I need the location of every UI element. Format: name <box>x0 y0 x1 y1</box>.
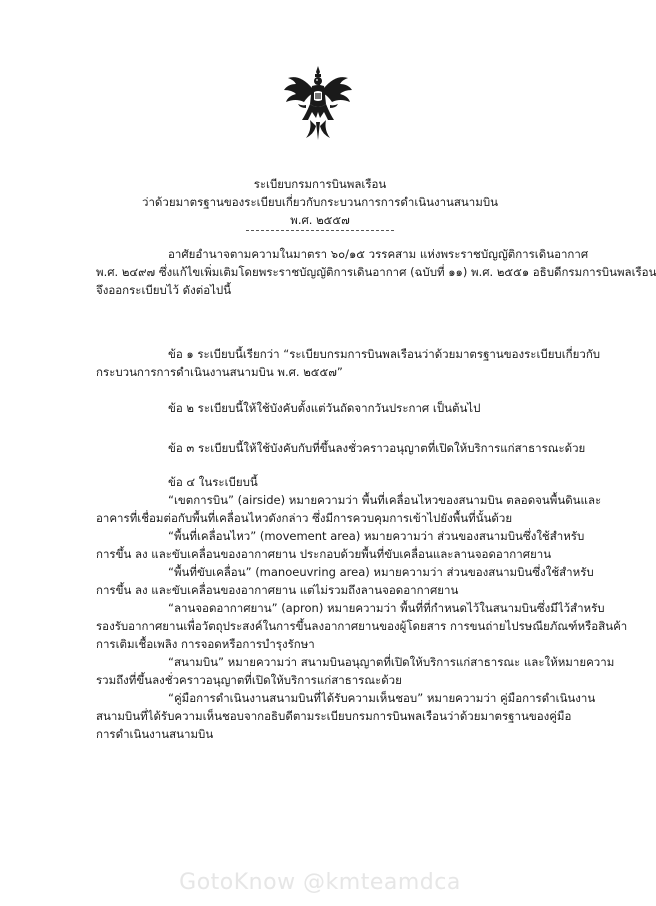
preamble-line: อาศัยอำนาจตามความในมาตรา ๖๐/๑๕ วรรคสาม แห่งพระราชบัญญัติการเดินอากาศ <box>168 247 589 261</box>
document-year: พ.ศ. ๒๕๕๗ <box>290 213 350 227</box>
garuda-emblem-icon <box>282 64 354 142</box>
clause-1-line: กระบวนการการดำเนินงานสนามบิน พ.ศ. ๒๕๕๗” <box>96 365 343 379</box>
clause-4-heading: ข้อ ๔ ในระเบียบนี้ <box>168 475 258 489</box>
definition-aerodrome-manual-line: สนามบินที่ได้รับความเห็นชอบจากอธิบดีตามระเบียบกรมการบินพลเรือนว่าด้วยมาตรฐานของคู่มือ <box>96 709 572 723</box>
definition-aerodrome-manual-line: การดำเนินงานสนามบิน <box>96 727 214 741</box>
document-subtitle: ว่าด้วยมาตรฐานของระเบียบเกี่ยวกับกระบวนการการดำเนินงานสนามบิน <box>141 195 498 209</box>
definition-aerodrome-line: รวมถึงที่ขึ้นลงชั่วคราวอนุญาตที่เปิดให้บริการแก่สาธารณะด้วย <box>96 673 402 687</box>
dashed-divider <box>246 230 394 231</box>
clause-2: ข้อ ๒ ระเบียบนี้ให้ใช้บังคับตั้งแต่วันถัดจากวันประกาศ เป็นต้นไป <box>168 401 481 415</box>
document-title: ระเบียบกรมการบินพลเรือน <box>253 177 387 191</box>
clause-3: ข้อ ๓ ระเบียบนี้ให้ใช้บังคับกับที่ขึ้นลงชั่วคราวอนุญาตที่เปิดให้บริการแก่สาธารณะด้วย <box>168 441 586 455</box>
definition-apron-line: “ลานจอดอากาศยาน” (apron) หมายความว่า พื้นที่ที่กำหนดไว้ในสนามบินซึ่งมีไว้สำหรับ <box>168 601 605 615</box>
definition-apron-line: การเติมเชื้อเพลิง การจอดหรือการบำรุงรักษา <box>96 637 315 651</box>
definition-manoeuvring-area-line: การขึ้น ลง และขับเคลื่อนของอากาศยาน แต่ไม่รวมถึงลานจอดอากาศยาน <box>96 583 459 597</box>
definition-aerodrome-line: “สนามบิน” หมายความว่า สนามบินอนุญาตที่เปิดให้บริการแก่สาธารณะ และให้หมายความ <box>168 655 615 669</box>
definition-airside-line: “เขตการบิน” (airside) หมายความว่า พื้นที่เคลื่อนไหวของสนามบิน ตลอดจนพื้นดินและ <box>168 493 602 507</box>
clause-1-line: ข้อ ๑ ระเบียบนี้เรียกว่า “ระเบียบกรมการบินพลเรือนว่าด้วยมาตรฐานของระเบียบเกี่ยวกับ <box>168 347 601 361</box>
definition-apron-line: รองรับอากาศยานเพื่อวัตถุประสงค์ในการขึ้นลงอากาศยานของผู้โดยสาร การขนถ่ายไปรษณียภัณฑ์หรือสินค้า <box>96 619 628 633</box>
definition-movement-area-line: การขึ้น ลง และขับเคลื่อนของอากาศยาน ประกอบด้วยพื้นที่ขับเคลื่อนและลานจอดอากาศยาน <box>96 547 552 561</box>
definition-aerodrome-manual-line: “คู่มือการดำเนินงานสนามบินที่ได้รับความเห็นชอบ” หมายความว่า คู่มือการดำเนินงาน <box>168 691 596 705</box>
definition-airside-line: อาคารที่เชื่อมต่อกับพื้นที่เคลื่อนไหวดังกล่าว ซึ่งมีการควบคุมการเข้าไปยังพื้นที่นั้นด้วย <box>96 511 513 525</box>
watermark: GotoKnow @kmteamdca <box>179 870 461 895</box>
definition-movement-area-line: “พื้นที่เคลื่อนไหว” (movement area) หมายความว่า ส่วนของสนามบินซึ่งใช้สำหรับ <box>168 529 585 543</box>
definition-manoeuvring-area-line: “พื้นที่ขับเคลื่อน” (manoeuvring area) หมายความว่า ส่วนของสนามบินซึ่งใช้สำหรับ <box>168 565 594 579</box>
preamble-line: พ.ศ. ๒๔๙๗ ซึ่งแก้ไขเพิ่มเติมโดยพระราชบัญญัติการเดินอากาศ (ฉบับที่ ๑๑) พ.ศ. ๒๕๕๑ อธิบดีกรมการบินพลเรือน <box>96 265 656 279</box>
preamble-line: จึงออกระเบียบไว้ ดังต่อไปนี้ <box>96 283 232 297</box>
